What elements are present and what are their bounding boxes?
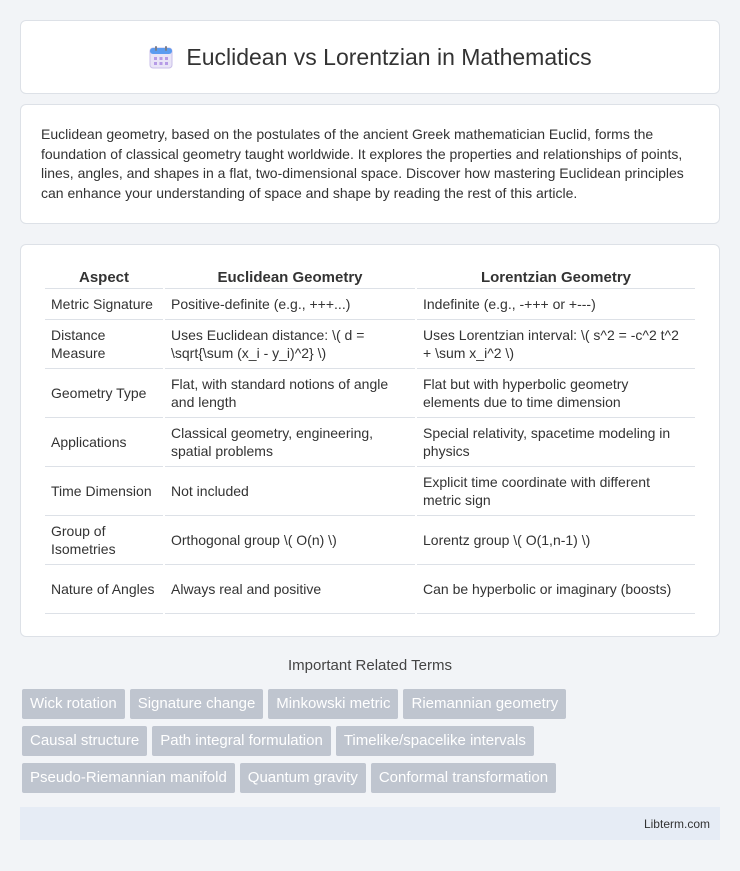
cell-lorentzian: Uses Lorentzian interval: \( s^2 = -c^2 t^2 + \sum x_i^2 \) <box>417 320 695 369</box>
table-row <box>45 516 695 565</box>
table-row <box>45 289 695 320</box>
cell-lorentzian: Lorentz group \( O(1,n-1) \) <box>417 516 695 565</box>
cell-euclidean: Not included <box>165 467 415 516</box>
cell-aspect: Nature of Angles <box>45 565 163 614</box>
related-terms-list <box>22 689 722 800</box>
comparison-table <box>43 265 697 614</box>
column-header-aspect: Aspect <box>45 265 163 289</box>
table-row <box>45 369 695 418</box>
cell-euclidean: Positive-definite (e.g., +++...) <box>165 289 415 320</box>
cell-euclidean: Always real and positive <box>165 565 415 614</box>
tag-row <box>22 763 722 793</box>
cell-lorentzian: Can be hyperbolic or imaginary (boosts) <box>417 565 695 614</box>
cell-lorentzian: Indefinite (e.g., -+++ or +---) <box>417 289 695 320</box>
cell-euclidean: Uses Euclidean distance: \( d = \sqrt{\sum (x_i - y_i)^2} \) <box>165 320 415 369</box>
tag-causal-structure[interactable]: Causal structure <box>22 726 147 756</box>
cell-aspect: Metric Signature <box>45 289 163 320</box>
cell-aspect: Time Dimension <box>45 467 163 516</box>
calendar-icon <box>148 44 174 70</box>
footer <box>20 807 720 840</box>
tag-timelike-spacelike-intervals[interactable]: Timelike/spacelike intervals <box>336 726 534 756</box>
table-header-row <box>45 265 695 289</box>
cell-lorentzian: Flat but with hyperbolic geometry elements due to time dimension <box>417 369 695 418</box>
table-row <box>45 565 695 614</box>
tag-row <box>22 689 722 719</box>
intro-text: Euclidean geometry, based on the postulates of the ancient Greek mathematician Euclid, forms the foundation of classical geometry taught worldwide. It explores the properties and relationships of points, lines, angles, and shapes in a flat, two-dimensional space. Discover how mastering Euclidean principles can enhance your understanding of space and shape by reading the rest of this article. <box>41 126 684 201</box>
tag-minkowski-metric[interactable]: Minkowski metric <box>268 689 398 719</box>
footer-link[interactable]: Libterm.com <box>643 817 710 831</box>
table-row <box>45 467 695 516</box>
tag-riemannian-geometry[interactable]: Riemannian geometry <box>403 689 566 719</box>
page-title: Euclidean vs Lorentzian in Mathematics <box>186 43 592 70</box>
tag-pseudo-riemannian-manifold[interactable]: Pseudo-Riemannian manifold <box>22 763 235 793</box>
tag-path-integral-formulation[interactable]: Path integral formulation <box>152 726 331 756</box>
comparison-table-card <box>20 244 720 637</box>
cell-euclidean: Flat, with standard notions of angle and length <box>165 369 415 418</box>
related-terms-title: Important Related Terms <box>288 657 452 674</box>
cell-aspect: Geometry Type <box>45 369 163 418</box>
tag-signature-change[interactable]: Signature change <box>130 689 264 719</box>
cell-aspect: Group of Isometries <box>45 516 163 565</box>
cell-lorentzian: Special relativity, spacetime modeling in physics <box>417 418 695 467</box>
tag-row <box>22 726 722 756</box>
cell-aspect: Distance Measure <box>45 320 163 369</box>
tag-conformal-transformation[interactable]: Conformal transformation <box>371 763 556 793</box>
cell-euclidean: Classical geometry, engineering, spatial problems <box>165 418 415 467</box>
table-row <box>45 418 695 467</box>
cell-aspect: Applications <box>45 418 163 467</box>
cell-euclidean: Orthogonal group \( O(n) \) <box>165 516 415 565</box>
table-row <box>45 320 695 369</box>
tag-quantum-gravity[interactable]: Quantum gravity <box>240 763 366 793</box>
header-card <box>20 20 720 94</box>
column-header-euclidean: Euclidean Geometry <box>165 265 415 289</box>
tag-wick-rotation[interactable]: Wick rotation <box>22 689 125 719</box>
column-header-lorentzian: Lorentzian Geometry <box>417 265 695 289</box>
intro-card <box>20 104 720 224</box>
cell-lorentzian: Explicit time coordinate with different metric sign <box>417 467 695 516</box>
